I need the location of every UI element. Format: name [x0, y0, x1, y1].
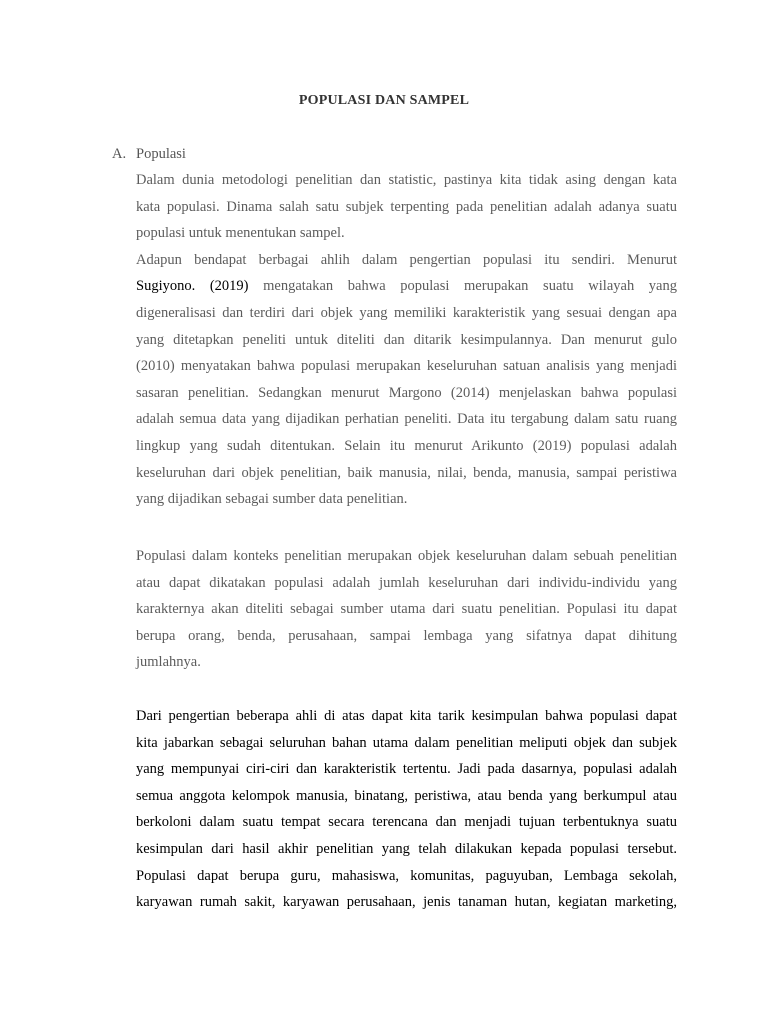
text-line: kesimpulan dari hasil akhir penelitian yang telah dilakukan kepada populasi tersebut. — [136, 840, 677, 857]
document-title: POPULASI DAN SAMPEL — [298, 93, 470, 108]
text-line: Populasi dalam konteks penelitian merupakan objek keseluruhan dalam sebuah penelitian — [136, 548, 677, 564]
text-line: Dalam dunia metodologi penelitian dan statistic, pastinya kita tidak asing dengan kata — [136, 172, 677, 188]
section-heading: Populasi — [136, 146, 186, 162]
paragraph-definitions — [136, 167, 677, 513]
section-marker: A. — [112, 146, 127, 162]
text-line: karakternya akan diteliti sebagai sumber utama dari suatu penelitian. Populasi itu dapat — [136, 601, 677, 618]
text-line: lingkup yang sudah ditentukan. Selain itu menurut Arikunto (2019) populasi adalah — [136, 437, 677, 454]
text-line: kita jabarkan sebagai seluruhan bahan utama dalam penelitian meliputi objek dan subjek — [136, 734, 677, 751]
text-line: Dari pengertian beberapa ahli di atas dapat kita tarik kesimpulan bahwa populasi dapat — [136, 708, 677, 724]
text-line: semua anggota kelompok manusia, binatang, peristiwa, atau benda yang berkumpul atau — [136, 787, 677, 804]
text-line: berupa orang, benda, perusahaan, sampai lembaga yang sifatnya dapat dihitung — [136, 627, 677, 644]
text-line: keseluruhan dari objek penelitian, baik manusia, nilai, benda, manusia, sampai peristiwa — [136, 464, 677, 481]
text-line: yang dijadikan sebagai sumber data penelitian. — [136, 491, 408, 508]
text-line: sasaran penelitian. Sedangkan menurut Margono (2014) menjelaskan bahwa populasi — [136, 384, 677, 401]
text-line: atau dapat dikatakan populasi adalah jumlah keseluruhan dari individu-individu yang — [136, 574, 677, 591]
text-line: digeneralisasi dan terdiri dari objek yang memiliki karakteristik yang sesuai dengan apa — [136, 304, 677, 321]
text-line: kata populasi. Dinama salah satu subjek terpenting pada penelitian adalah adanya suatu — [136, 198, 677, 215]
text-line — [136, 273, 677, 300]
text-line: Adapun bendapat berbagai ahlih dalam pengertian populasi itu sendiri. Menurut — [136, 251, 677, 268]
text-line: (2010) menyatakan bahwa populasi merupakan keseluruhan satuan analisis yang menjadi — [136, 358, 677, 375]
text-line: Populasi dapat berupa guru, mahasiswa, komunitas, paguyuban, Lembaga sekolah, — [136, 867, 677, 884]
paragraph-context — [136, 543, 677, 676]
cited-author: Sugiyono. (2019) — [136, 278, 249, 295]
text-line: yang mempunyai ciri-ciri dan karakteristik tertentu. Jadi pada dasarnya, populasi adalah — [136, 761, 677, 778]
text-line: jumlahnya. — [136, 654, 201, 671]
paragraph-conclusion — [136, 703, 677, 916]
text-line: berkoloni dalam suatu tempat secara terencana dan menjadi tujuan terbentuknya suatu — [136, 814, 677, 831]
text-line: karyawan rumah sakit, karyawan perusahaan, jenis tanaman hutan, kegiatan marketing, — [136, 894, 677, 911]
text-line: adalah semua data yang dijadikan perhatian peneliti. Data itu tergabung dalam satu ruang — [136, 411, 677, 428]
text-span: mengatakan bahwa populasi merupakan suatu wilayah yang — [248, 278, 677, 295]
text-line: yang ditetapkan peneliti untuk diteliti dan ditarik kesimpulannya. Dan menurut gulo — [136, 331, 677, 348]
text-line: populasi untuk menentukan sampel. — [136, 225, 345, 242]
